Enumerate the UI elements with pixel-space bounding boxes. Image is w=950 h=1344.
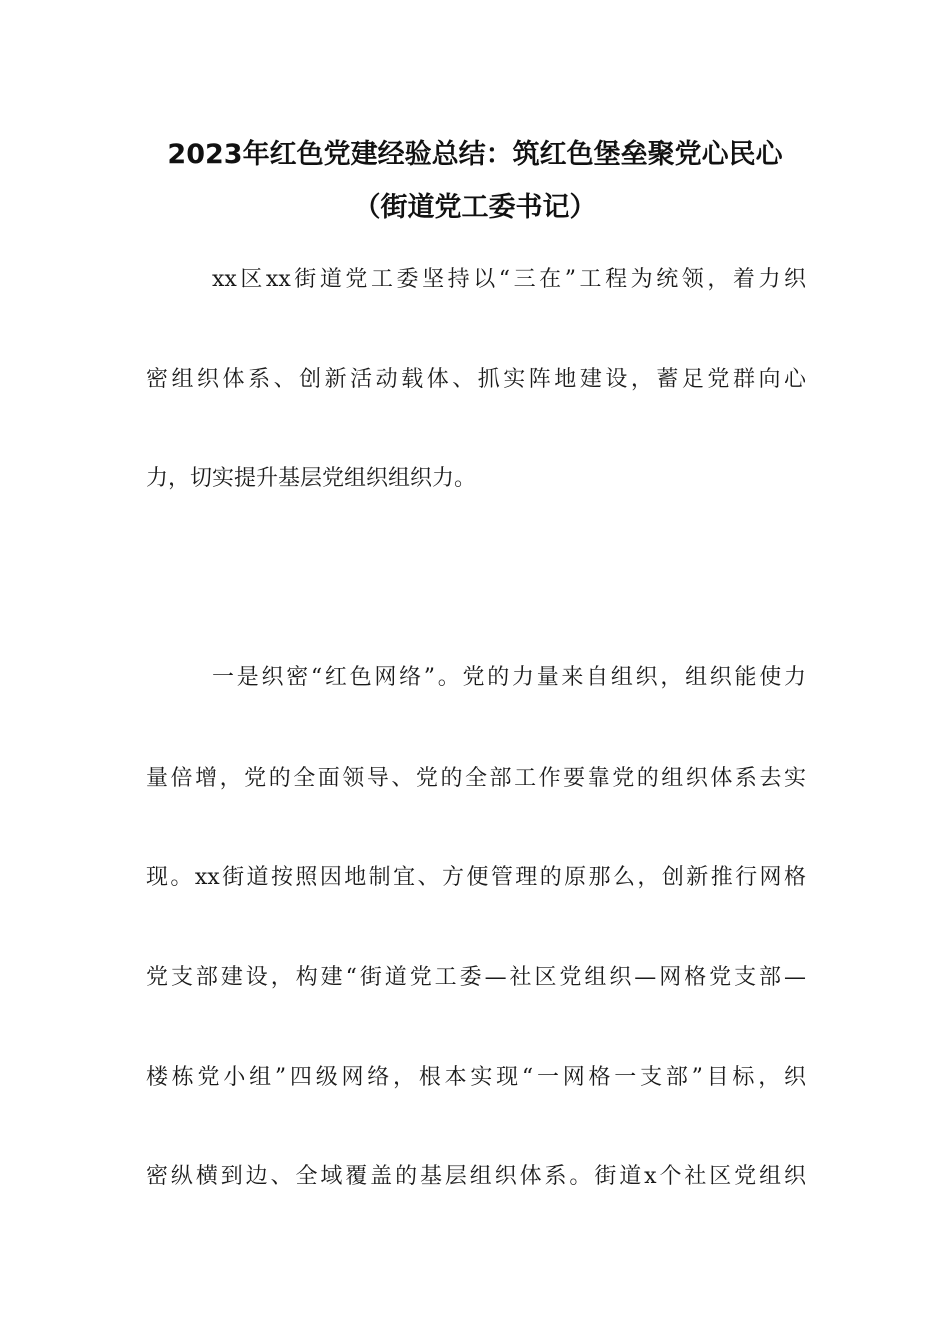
paragraph-line: 党支部建设，构建“街道党工委—社区党组织—网格党支部— (146, 965, 806, 990)
paragraph-line: 现。xx街道按照因地制宜、方便管理的原那么，创新推行网格 (146, 865, 806, 890)
paragraph-line: 力，切实提升基层党组织组织力。 (146, 466, 477, 491)
paragraph-line: 密纵横到边、全域覆盖的基层组织体系。街道x个社区党组织 (146, 1164, 806, 1189)
paragraph-line: 密组织体系、创新活动载体、抓实阵地建设，蓄足党群向心 (146, 367, 806, 392)
paragraph-line: xx区xx街道党工委坚持以“三在”工程为统领，着力织 (212, 267, 806, 292)
document-subtitle: （街道党工委书记） (353, 192, 597, 223)
paragraph-line: 量倍增，党的全面领导、党的全部工作要靠党的组织体系去实 (146, 766, 806, 791)
paragraph-line: 一是织密“红色网络”。党的力量来自组织，组织能使力 (212, 665, 806, 690)
document-title: 2023年红色党建经验总结：筑红色堡垒聚党心民心 (167, 139, 783, 170)
paragraph-line: 楼栋党小组”四级网络，根本实现“一网格一支部”目标，织 (146, 1065, 806, 1090)
